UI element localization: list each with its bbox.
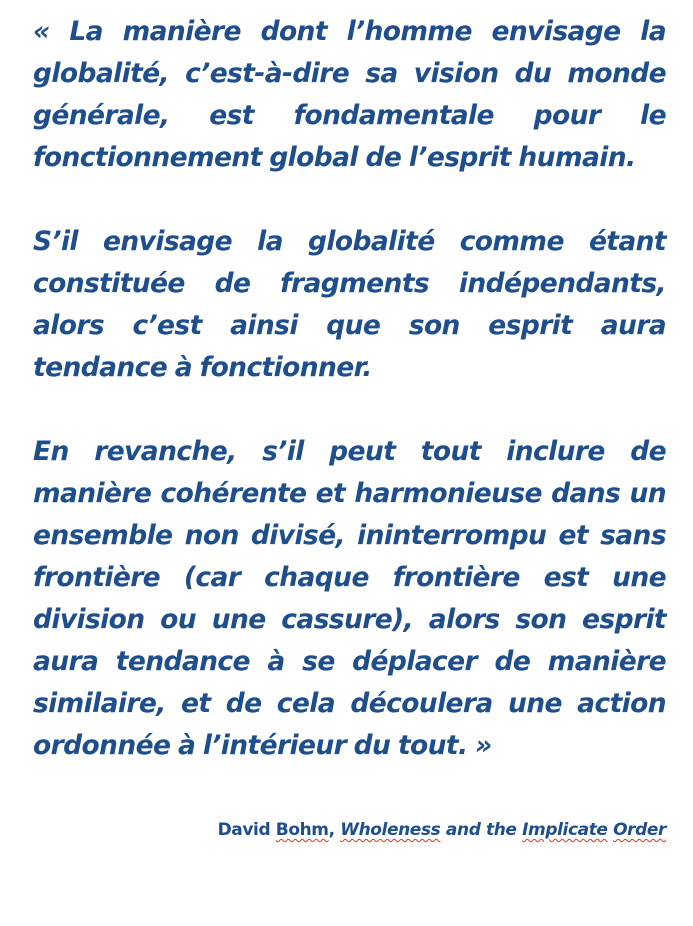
work-title-word-implicate: Implicate bbox=[522, 820, 608, 840]
author-last-name: Bohm bbox=[275, 820, 329, 840]
quote-block bbox=[33, 11, 666, 767]
work-title-word-order: Order bbox=[613, 820, 666, 840]
quote-paragraph-3: En revanche, s’il peut tout inclure de manière cohérente et harmonieuse dans un ensemble non divisé, ininterrompu et sans frontière (car chaque frontière est une division ou une cassure), alors son esprit aura tendance à se déplacer de manière similaire, et de cela découlera une action ordonnée à l’intérieur du tout. » bbox=[33, 436, 666, 761]
work-title-middle: and the bbox=[445, 820, 517, 840]
work-title-word-wholeness: Wholeness bbox=[340, 820, 441, 840]
attribution bbox=[218, 820, 666, 840]
quote-paragraph-1: « La manière dont l’homme envisage la globalité, c’est-à-dire sa vision du monde générale, est fondamentale pour le fonctionnement global de l’esprit humain. bbox=[33, 16, 666, 173]
author-first-name: David bbox=[217, 820, 271, 840]
quote-paragraph-2: S’il envisage la globalité comme étant constituée de fragments indépendants, alors c’est ainsi que son esprit aura tendance à fonctionner. bbox=[33, 226, 666, 383]
attribution-separator: , bbox=[328, 820, 335, 840]
